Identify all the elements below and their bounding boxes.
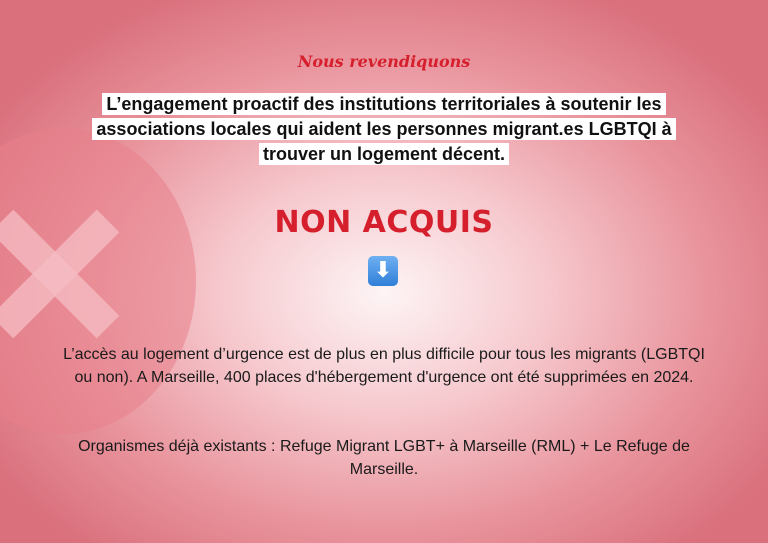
claim-text: L’engagement proactif des institutions territoriales à soutenir les associations locales qui aident les personnes migrant.es LGBTQI à trouver un logement décent. [92,93,675,165]
body-paragraph-organisations: Organismes déjà existants : Refuge Migrant LGBT+ à Marseille (RML) + Le Refuge de Marseille. [78,438,690,478]
status-heading: NON ACQUIS [274,205,494,240]
claim-text-block [80,92,688,167]
kicker-heading: Nous revendiquons [297,52,471,71]
body-paragraph-housing: L’accès au logement d’urgence est de plus en plus difficile pour tous les migrants (LGBTQI ou non). A Marseille, 400 places d'hébergement d'urgence ont été supprimées en 2024. [63,346,705,386]
down-arrow-icon: ⬇ [368,256,398,286]
